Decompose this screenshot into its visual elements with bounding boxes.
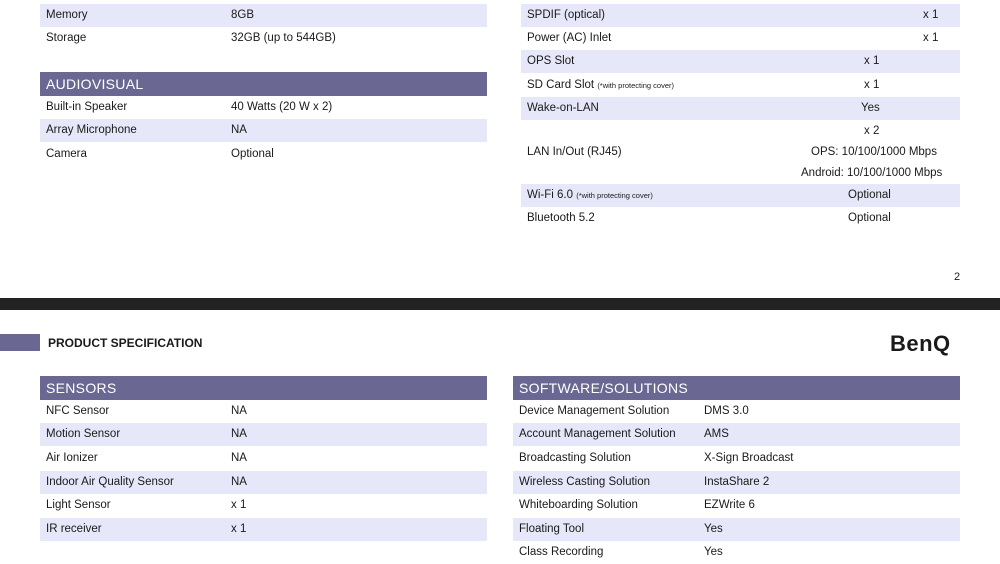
- spec-note: (*with protecting cover): [597, 81, 675, 90]
- table-row: [40, 494, 487, 517]
- spec-note: (*with protecting cover): [576, 191, 653, 200]
- page-number: 2: [954, 271, 961, 283]
- spec-label: Array Microphone: [46, 124, 137, 136]
- spec-value: x 1: [231, 499, 247, 511]
- spec-value: 8GB: [231, 9, 255, 21]
- section-title: SOFTWARE/SOLUTIONS: [519, 380, 689, 396]
- spec-label: Bluetooth 5.2: [527, 212, 595, 224]
- table-row: [521, 27, 960, 50]
- table-row: [521, 50, 960, 73]
- spec-value: NA: [231, 476, 247, 488]
- spec-value: Yes: [861, 102, 880, 114]
- spec-label: Power (AC) Inlet: [527, 32, 612, 44]
- spec-value: InstaShare 2: [704, 476, 770, 488]
- table-row: [513, 518, 960, 541]
- spec-value: EZWrite 6: [704, 499, 755, 511]
- section-header-sensors: [40, 376, 487, 400]
- spec-value: x 1: [231, 523, 247, 535]
- spec-value: NA: [231, 405, 247, 417]
- spec-label: Wireless Casting Solution: [519, 476, 651, 488]
- spec-value: 32GB (up to 544GB): [231, 32, 336, 44]
- table-row: [40, 4, 487, 27]
- spec-label: Motion Sensor: [46, 428, 121, 440]
- spec-value: Android: 10/100/1000 Mbps: [801, 167, 943, 179]
- page-divider: [0, 298, 1000, 310]
- spec-label: Indoor Air Quality Sensor: [46, 476, 174, 488]
- table-row: [513, 423, 960, 446]
- spec-value: x 1: [864, 55, 880, 67]
- table-row: [513, 494, 960, 517]
- title-accent-bar: [0, 334, 40, 351]
- spec-value: Optional: [231, 148, 274, 160]
- table-row: [513, 541, 960, 564]
- spec-value: x 1: [864, 79, 880, 91]
- spec-label: Light Sensor: [46, 499, 111, 511]
- spec-value: NA: [231, 428, 247, 440]
- spec-label: Air Ionizer: [46, 452, 98, 464]
- table-row: [40, 471, 487, 494]
- spec-value: DMS 3.0: [704, 405, 749, 417]
- spec-value: Yes: [704, 523, 723, 535]
- brand-logo: BenQ: [890, 331, 951, 356]
- spec-label: Storage: [46, 32, 87, 44]
- table-row: [521, 207, 960, 230]
- spec-label: IR receiver: [46, 523, 102, 535]
- spec-label: [527, 184, 653, 207]
- spec-label: Broadcasting Solution: [519, 452, 631, 464]
- spec-label: SPDIF (optical): [527, 9, 605, 21]
- spec-label: Whiteboarding Solution: [519, 499, 638, 511]
- spec-label: Account Management Solution: [519, 428, 676, 440]
- spec-label: Memory: [46, 9, 88, 21]
- spec-label: Device Management Solution: [519, 405, 670, 417]
- spec-value: x 1: [923, 9, 939, 21]
- spec-value: Optional: [848, 189, 891, 201]
- spec-value: 40 Watts (20 W x 2): [231, 101, 333, 113]
- section-title: SENSORS: [46, 380, 117, 396]
- section-header-audiovisual: [40, 72, 487, 96]
- section-title: AUDIOVISUAL: [46, 76, 144, 92]
- table-row: [40, 423, 487, 446]
- spec-value: OPS: 10/100/1000 Mbps: [811, 146, 937, 158]
- spec-label: Floating Tool: [519, 523, 584, 535]
- table-row: [521, 184, 960, 207]
- spec-value: NA: [231, 124, 247, 136]
- table-row: [513, 400, 960, 423]
- table-row: [40, 447, 487, 470]
- spec-label: Wake-on-LAN: [527, 102, 599, 114]
- spec-label: Class Recording: [519, 546, 604, 558]
- spec-value: Optional: [848, 212, 891, 224]
- table-row: [40, 27, 487, 50]
- table-row: [521, 97, 960, 120]
- table-row: [40, 143, 487, 166]
- spec-label: Camera: [46, 148, 87, 160]
- spec-label-text: SD Card Slot: [527, 79, 595, 91]
- table-row: [40, 400, 487, 423]
- page-title: PRODUCT SPECIFICATION: [48, 336, 203, 350]
- table-row: [40, 518, 487, 541]
- spec-label: Built-in Speaker: [46, 101, 128, 113]
- spec-label: OPS Slot: [527, 55, 575, 67]
- spec-label: LAN In/Out (RJ45): [527, 146, 622, 158]
- table-row: [40, 96, 487, 119]
- table-row: [521, 4, 960, 27]
- spec-value: Yes: [704, 546, 723, 558]
- spec-value: NA: [231, 452, 247, 464]
- spec-label-text: Wi-Fi 6.0: [527, 189, 573, 201]
- table-row: [521, 74, 960, 97]
- spec-label: NFC Sensor: [46, 405, 110, 417]
- spec-label: [527, 74, 674, 97]
- spec-value: x 2: [864, 125, 880, 137]
- spec-value: AMS: [704, 428, 729, 440]
- table-row: [521, 120, 960, 184]
- table-row: [513, 447, 960, 470]
- spec-value: X-Sign Broadcast: [704, 452, 794, 464]
- section-header-software: [513, 376, 960, 400]
- table-row: [513, 471, 960, 494]
- table-row: [40, 119, 487, 142]
- spec-value: x 1: [923, 32, 939, 44]
